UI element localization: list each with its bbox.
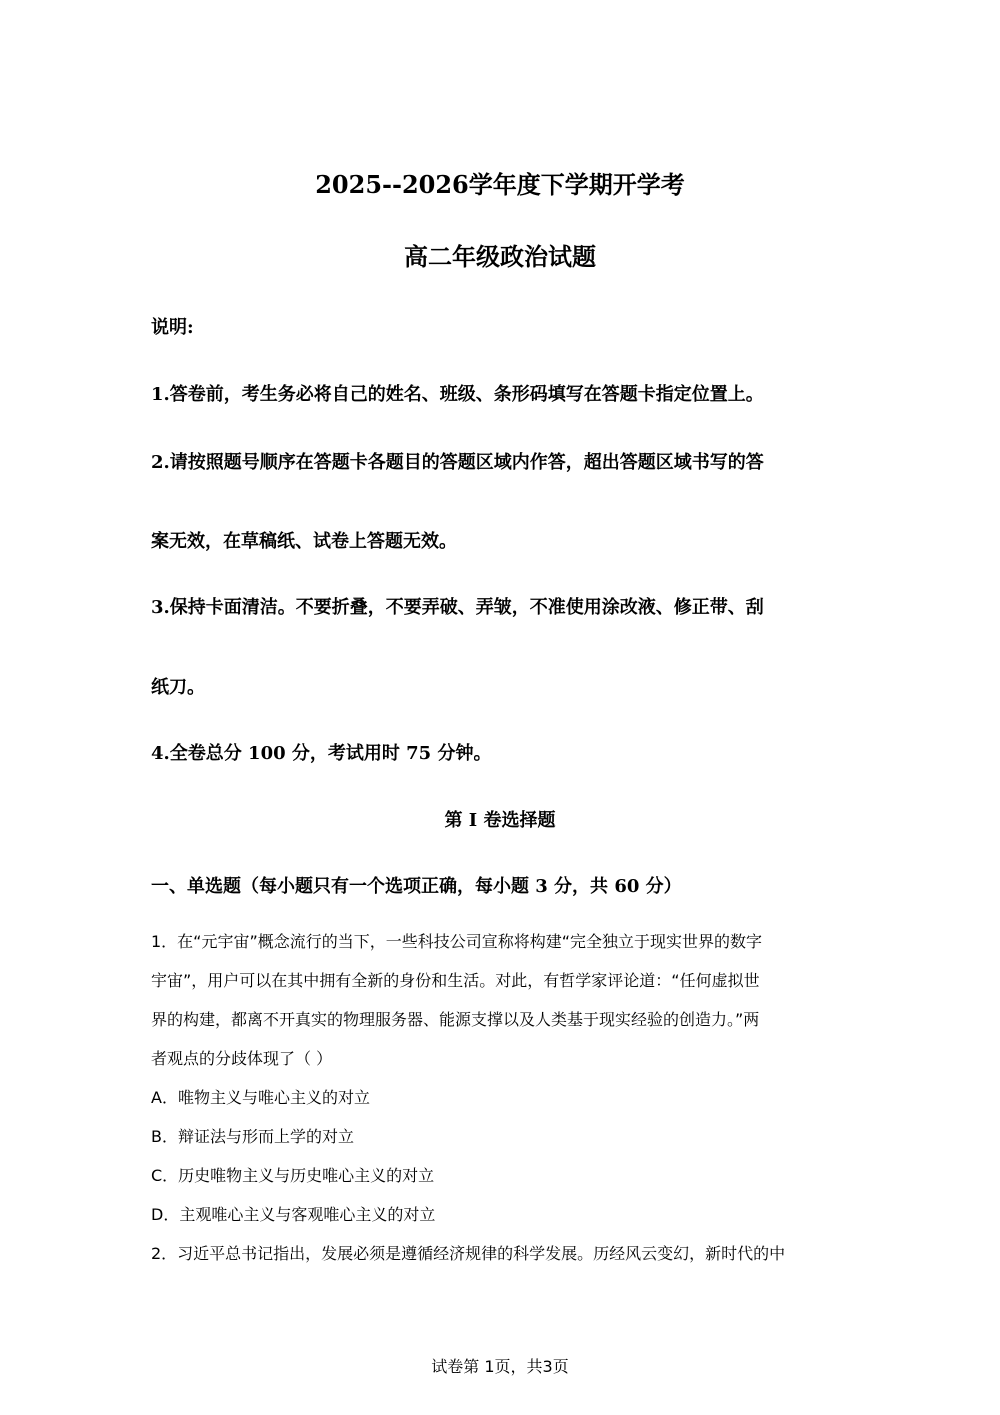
question-2-line-1: 2．习近平总书记指出，发展必须是遵循经济规律的科学发展。历经风云变幻，新时代的中 [151, 1244, 786, 1263]
question-1-line-4: 者观点的分歧体现了（ ） [151, 1049, 333, 1068]
instruction-item-4: 4.全卷总分 100 分，考试用时 75 分钟。 [151, 743, 492, 764]
question-1-line-1: 1．在“元宇宙”概念流行的当下，一些科技公司宣称将构建“完全独立于现实世界的数字 [151, 932, 763, 951]
instruction-item-1: 1.答卷前，考生务必将自己的姓名、班级、条形码填写在答题卡指定位置上。 [151, 384, 764, 405]
instruction-item-2-line-2: 案无效，在草稿纸、试卷上答题无效。 [151, 531, 457, 552]
instructions-heading: 说明: [151, 317, 194, 338]
page-footer: 试卷第 1页，共3页 [431, 1357, 569, 1376]
section-heading-single-choice: 一、单选题（每小题只有一个选项正确，每小题 3 分，共 60 分） [151, 876, 682, 897]
question-1-option-d: D．主观唯心主义与客观唯心主义的对立 [151, 1205, 436, 1224]
instruction-item-3-line-1: 3.保持卡面清洁。不要折叠，不要弄破、弄皱，不准使用涂改液、修正带、刮 [151, 597, 764, 618]
question-1-option-c: C．历史唯物主义与历史唯心主义的对立 [151, 1166, 435, 1185]
question-1-line-3: 界的构建，都离不开真实的物理服务器、能源支撑以及人类基于现实经验的创造力。”两 [151, 1010, 760, 1029]
part-1-heading: 第 I 卷选择题 [444, 810, 556, 831]
instruction-item-2-line-1: 2.请按照题号顺序在答题卡各题目的答题区域内作答，超出答题区域书写的答 [151, 452, 764, 473]
instruction-item-3-line-2: 纸刀。 [151, 677, 205, 698]
exam-subtitle: 高二年级政治试题 [404, 242, 596, 271]
question-1-option-b: B．辩证法与形而上学的对立 [151, 1127, 354, 1146]
question-1-option-a: A．唯物主义与唯心主义的对立 [151, 1088, 370, 1107]
exam-title: 2025--2026学年度下学期开学考 [315, 170, 685, 199]
question-1-line-2: 宇宙”，用户可以在其中拥有全新的身份和生活。对此，有哲学家评论道：“任何虚拟世 [151, 971, 760, 990]
